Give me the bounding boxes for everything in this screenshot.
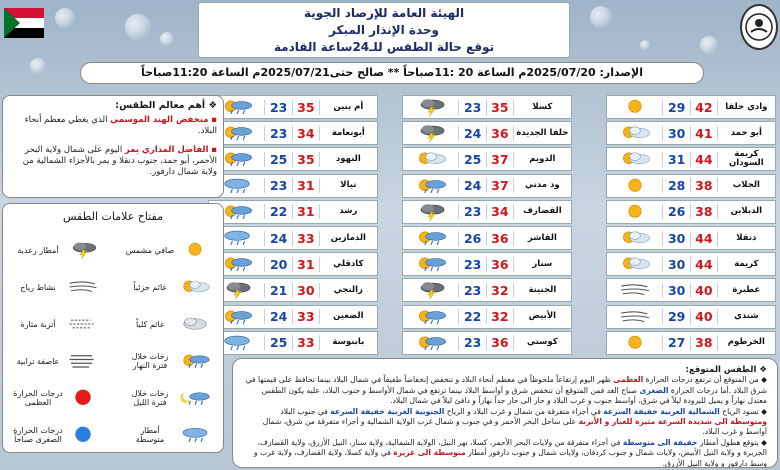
city-forecast-row: [208, 147, 378, 171]
city-forecast-row: [208, 174, 378, 198]
decor-droplet: [640, 40, 650, 50]
min-temp: 25: [264, 335, 292, 350]
city-name: الدبلاين: [730, 206, 763, 217]
max-temp: 33: [292, 309, 320, 324]
city-name: كسلا: [532, 101, 553, 112]
weather-key-panel: [2, 203, 224, 453]
max-temp: 33: [292, 231, 320, 246]
partly-cloudy-icon: [175, 269, 215, 305]
max-temp: 44: [690, 152, 718, 167]
max-temp: 31: [292, 257, 320, 272]
unit-name: وحدة الإنذار المبكر: [329, 23, 439, 37]
decor-droplet: [160, 32, 174, 46]
max-temp: 40: [690, 309, 718, 324]
min-temp: 29: [662, 100, 690, 115]
key-item: [13, 269, 103, 305]
min-temp: 29: [662, 309, 690, 324]
city-name: سنار: [532, 258, 553, 269]
min-temp: 30: [662, 257, 690, 272]
duststorm-icon: [63, 343, 103, 379]
max-temp: 40: [690, 283, 718, 298]
decor-droplet: [125, 14, 151, 40]
min-temp: 22: [458, 309, 486, 324]
sunny-icon: [607, 332, 662, 354]
city-forecast-row: [402, 200, 572, 224]
city-name: عطبرة: [732, 284, 761, 295]
key-label: أمطار رعدية: [17, 245, 59, 255]
bulletin-header: [198, 2, 570, 58]
sunny-icon: [607, 96, 662, 118]
city-name: الجلاب: [732, 180, 760, 191]
city-name: زالنجي: [333, 284, 363, 295]
expected-paragraph: ◆ يتوقع هطول أمطار خفيفة الى متوسطة في أجزاء متفرقة من ولايات البحر الأحمر، كسلا، نهر النيل، الولاية الشمالية، ولاية سنار، النيل الأزرق، ولاية القضارف، الجزيرة و ولاية النيل الأبيض، ولايات شمال و جنوب كردفان، ولايات شمال و جنوب دارفور أمطار متوسطة الى غزيرة في ولاية كسلا، ولاية القضارف، ولاية غرب و وسط دارفور و ولاية النيل الأزرق.: [253, 437, 767, 468]
authority-name: الهيئة العامة للإرصاد الجوية: [303, 6, 465, 20]
showers-day-icon: [403, 332, 458, 354]
max-temp: 35: [292, 152, 320, 167]
city-forecast-row: [208, 278, 378, 302]
key-label: عاصفة ترابية: [16, 356, 60, 366]
min-temp: 24: [458, 126, 486, 141]
expected-paragraph: ◆ تسود الرياح الشمالية الغربية خفيفة السرعة في أجزاء متفرقة من شمال و غرب البلاد و الرياح الجنوبية الغربية خفيفة السرعة في جنوب البلاد ومتوسطة الى شديدة السرعة مثيرة للغبار و الأتربة على ساحل البحر الأحمر و في جنوب و شمال غرب الولاية الشمالية و أجزاء متفرقة من شرق، شمال أواسط و غرب البلاد.: [262, 406, 767, 437]
max-temp: 33: [292, 335, 320, 350]
city-forecast-row: [606, 147, 776, 171]
key-item: [125, 380, 215, 416]
key-label: أتربة مثارة: [20, 319, 56, 329]
city-name: وادي حلفا: [725, 101, 768, 112]
city-name: ود مدني: [525, 180, 560, 191]
feature-item: ▪ منخفض الهند الموسمي الذي يغطي معظم أنحاء البلاد.: [24, 115, 217, 136]
min-temp: 24: [264, 309, 292, 324]
key-label: درجات الحرارة العظمى: [13, 389, 63, 407]
key-item: [125, 306, 215, 342]
sunny-icon: [607, 201, 662, 223]
max-temp: 30: [292, 283, 320, 298]
min-temp: 25: [458, 152, 486, 167]
min-temp: 20: [264, 257, 292, 272]
min-temp: 23: [458, 257, 486, 272]
min-temp: 28: [662, 178, 690, 193]
key-item: [13, 306, 103, 342]
min-temp: 21: [264, 283, 292, 298]
min-temp: 25: [264, 152, 292, 167]
min-temp: 23: [458, 335, 486, 350]
min-temp: 23: [458, 204, 486, 219]
max-temp: 31: [292, 204, 320, 219]
key-label: أمطار متوسطة: [135, 426, 165, 444]
city-forecast-row: [606, 121, 776, 145]
city-forecast-row: [208, 305, 378, 329]
min-temp: 26: [458, 231, 486, 246]
max-temp: 38: [690, 335, 718, 350]
max-temp: 35: [292, 100, 320, 115]
city-forecast-row: [208, 226, 378, 250]
city-forecast-row: [402, 305, 572, 329]
city-name: نيالا: [340, 180, 357, 191]
thunder-icon: [403, 96, 458, 118]
min-temp: 23: [458, 100, 486, 115]
showers-day-icon: [403, 306, 458, 328]
city-name: القضارف: [523, 206, 562, 217]
key-label: زخات خلال فترة الليل: [131, 389, 169, 407]
city-name: كادقلي: [333, 258, 364, 269]
weather-features-panel: [2, 95, 224, 198]
rain-icon: [175, 417, 215, 453]
min-temp: 23: [264, 100, 292, 115]
city-forecast-row: [606, 200, 776, 224]
city-forecast-row: [208, 252, 378, 276]
max-temp: 44: [690, 231, 718, 246]
city-name: كريمة السودان: [729, 149, 764, 169]
red-dot-icon: [63, 380, 103, 416]
city-forecast-row: [606, 252, 776, 276]
expected-weather-panel: [232, 358, 778, 468]
decor-droplet: [700, 36, 718, 54]
max-temp: 34: [292, 126, 320, 141]
showers-day-icon: [403, 175, 458, 197]
max-temp: 34: [486, 204, 514, 219]
city-forecast-row: [402, 95, 572, 119]
max-temp: 42: [690, 100, 718, 115]
max-temp: 35: [486, 100, 514, 115]
key-item: [13, 343, 103, 379]
max-temp: 37: [486, 152, 514, 167]
min-temp: 22: [264, 204, 292, 219]
sunny-icon: [175, 232, 215, 268]
expected-title: ❖ الطقس المتوقع:: [685, 365, 767, 375]
features-title: ❖ أهم معالم الطقس:: [115, 100, 217, 111]
min-temp: 30: [662, 283, 690, 298]
max-temp: 32: [486, 309, 514, 324]
city-forecast-row: [402, 174, 572, 198]
city-forecast-row: [402, 121, 572, 145]
wind-icon: [607, 306, 662, 328]
key-label: صافي مشمس: [125, 245, 175, 255]
key-title: مفتاح علامات الطقس: [63, 210, 163, 223]
sunny-icon: [607, 175, 662, 197]
min-temp: 24: [458, 178, 486, 193]
city-name: أبونعامة: [331, 127, 365, 138]
key-item: [125, 417, 215, 453]
city-forecast-row: [402, 252, 572, 276]
min-temp: 30: [662, 126, 690, 141]
city-name: الضعين: [333, 311, 364, 322]
city-name: الخرطوم: [727, 337, 765, 348]
bullet-square-icon: ▪: [211, 115, 217, 125]
city-forecast-row: [606, 174, 776, 198]
bullet-diamond-icon: ◆: [761, 406, 767, 416]
city-forecast-row: [208, 121, 378, 145]
city-forecast-row: [402, 331, 572, 355]
showers-day-icon: [403, 227, 458, 249]
min-temp: 26: [662, 204, 690, 219]
partly-cloudy-icon: [607, 253, 662, 275]
key-item: [125, 343, 215, 379]
max-temp: 41: [690, 126, 718, 141]
key-label: زخات خلال فترة النهار: [131, 352, 169, 370]
city-forecast-row: [606, 331, 776, 355]
city-name: شندي: [734, 311, 759, 322]
min-temp: 23: [458, 283, 486, 298]
decor-droplet: [30, 58, 46, 74]
city-name: أبو حمد: [730, 127, 762, 138]
partly-cloudy-icon: [607, 122, 662, 144]
city-forecast-row: [402, 147, 572, 171]
city-name: النهود: [335, 153, 361, 164]
thunder-icon: [403, 201, 458, 223]
city-name: الجنينة: [528, 284, 557, 295]
partly-cloudy-icon: [607, 227, 662, 249]
max-temp: 38: [690, 178, 718, 193]
city-forecast-row: [208, 95, 378, 119]
max-temp: 36: [486, 126, 514, 141]
issue-validity-bar: [80, 62, 704, 84]
city-name: الدمازين: [330, 232, 366, 243]
showers-night-icon: [175, 380, 215, 416]
city-forecast-row: [402, 226, 572, 250]
key-label: درجات الحرارة الصغرى صباحاً: [13, 426, 63, 444]
city-name: الفاشر: [527, 232, 557, 243]
min-temp: 24: [264, 231, 292, 246]
key-item: [125, 232, 215, 268]
partly-cloudy-icon: [403, 148, 458, 170]
max-temp: 36: [486, 231, 514, 246]
city-name: كوستي: [526, 337, 558, 348]
max-temp: 32: [486, 283, 514, 298]
city-name: بابنوسة: [332, 337, 365, 348]
bullet-diamond-icon: ◆: [761, 437, 767, 447]
city-name: أم بنين: [333, 101, 364, 112]
issue-validity-text: الإصدار: 2025/07/20م الساعة 20 :11صباحاً ** صالح حتى2025/07/21م الساعة 11:20صباحاً: [141, 66, 643, 79]
city-name: الدويم: [529, 153, 556, 164]
city-forecast-row: [606, 305, 776, 329]
cloudy-icon: [175, 306, 215, 342]
key-item: [125, 269, 215, 305]
city-name: دنقلا: [736, 232, 757, 243]
thunder-icon: [63, 232, 103, 268]
feature-item: ▪ الفاصل المداري يمر اليوم على شمال ولاية البحر الأحمر، أبو حمد، جنوب دنقلا و يمر بالأجزاء الشمالية من ولاية شمال دارفور.: [22, 145, 217, 177]
dust-icon: [63, 306, 103, 342]
showers-day-icon: [403, 253, 458, 275]
authority-logo: [740, 4, 778, 50]
min-temp: 30: [662, 231, 690, 246]
key-item: [13, 417, 103, 453]
thunder-icon: [403, 122, 458, 144]
min-temp: 27: [662, 335, 690, 350]
city-forecast-row: [606, 226, 776, 250]
max-temp: 37: [486, 178, 514, 193]
min-temp: 23: [264, 126, 292, 141]
city-forecast-row: [208, 200, 378, 224]
city-forecast-row: [606, 95, 776, 119]
partly-cloudy-icon: [607, 148, 662, 170]
max-temp: 36: [486, 257, 514, 272]
city-name: كريمة: [734, 258, 759, 269]
city-name: رشد: [339, 206, 358, 217]
key-item: [13, 232, 103, 268]
max-temp: 44: [690, 257, 718, 272]
decor-droplet: [55, 8, 75, 28]
key-item: [13, 380, 103, 416]
city-forecast-row: [606, 278, 776, 302]
wind-icon: [607, 279, 662, 301]
key-label: غائم كلياً: [135, 319, 165, 329]
city-name: حلفا الجديدة: [516, 127, 569, 138]
expected-paragraph: ◆ من المتوقع أن ترتفع درجات الحرارة العظمى ظهر اليوم إرتفاعاً ملحوظاً في معظم أنحاء البلاد و تنخفض إنخفاضاً طفيفاً في شمال البلاد بينما تحافظ على قيمتها في شرق البلاد .أما درجات الحرارة الصغرى صباح الغد فمن المتوقع أن تنخفض شرق و أواسط البلاد بينما ترتفع في شمال الأواسط و جنوب البلاد، عليه يكون الطقس معتدل نهاراً و يميل للبرودة ليلاً في شرق، أواسط جنوب و غرب البلاد و حار الى حار جداً نهاراً و دافئ ليلاً في شمال البلاد.: [245, 375, 767, 406]
city-forecast-row: [402, 278, 572, 302]
blue-dot-icon: [63, 417, 103, 453]
min-temp: 31: [662, 152, 690, 167]
bullet-square-icon: ▪: [211, 145, 217, 155]
sudan-flag: [2, 2, 46, 46]
max-temp: 36: [486, 335, 514, 350]
max-temp: 31: [292, 178, 320, 193]
key-label: غائم جزئياً: [133, 282, 167, 292]
key-label: نشاط رياح: [20, 282, 56, 292]
bullet-diamond-icon: ◆: [761, 375, 767, 385]
showers-day-icon: [175, 343, 215, 379]
max-temp: 38: [690, 204, 718, 219]
forecast-title: توقع حالة الطقس للـ24ساعة القادمة: [273, 40, 495, 54]
decor-droplet: [590, 6, 612, 28]
thunder-icon: [403, 279, 458, 301]
city-forecast-row: [208, 331, 378, 355]
city-name: الأبيض: [528, 311, 557, 322]
wind-icon: [63, 269, 103, 305]
min-temp: 23: [264, 178, 292, 193]
